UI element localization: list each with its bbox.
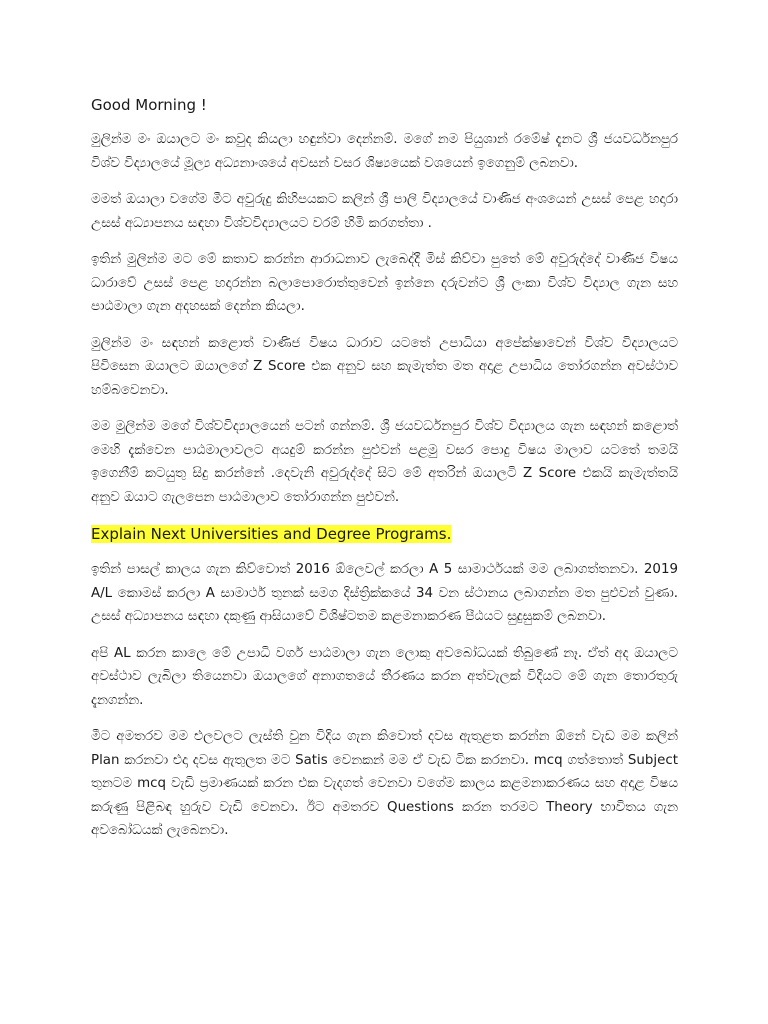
highlighted-heading: Explain Next Universities and Degree Programs. [91, 525, 452, 543]
awareness-paragraph: අපි AL කරන කාලෙ මේ උපාධි වර්ග පාඨමාලා ගැන ලොකු අවබෝධයක් තිබුණේ නෑ. ඒත් අද ඔයාලට අවස්ථාව ලැබිලා තියෙනවා ඔයාලගේ අනාගතයේ තීරණය කරන අත්වැලක් විදියට මේ ගැන තොරතුරු දැනගන්න. [91, 645, 678, 708]
zscore-paragraph: මුලින්ම මං සඳහන් කළොත් වාණිජ විෂය ධාරාව යටතේ උපාධියා අපේක්ෂාවෙන් විශ්ව විද්‍යාලයට පිවිසෙන ඔයාලට ඔයාලගේ Z Score එක අනුව සහ කැමැත්ත මත අදාළ උපාධිය තෝරගන්න අවස්ථාව හම්බවෙනවා. [91, 335, 678, 398]
highlighted-heading-line [91, 522, 678, 546]
study-tips-paragraph: මීට අමතරව මම එලවලට ලැස්ති වුන විදිය ගැන කිවොත් දවස ඇතුළත කරන්න ඕනේ වැඩ මම කලින් Plan කරනවා එදා දවස ඇතුලත මට Satis වෙනකන් මම ඒ වැඩ ටික කරනවා. mcq ගත්තොත් Subject තුනටම mcq වැඩි ප්‍රමාණයක් කරන එක වැදගත් වෙනවා වගේම කාලය කළමනාකරණය සහ අදාළ විෂය කරුණු පිළිබඳ හුරුව වැඩි වෙනවා. ඊට අමතරව Questions කරන තරමට Theory භාවිතය ගැන අවබෝධයක් ලැබෙනවා. [91, 729, 678, 838]
results-paragraph: ඉතින් පාසල් කාලය ගැන කිව්වොත් 2016 ඕලෙවල් කරලා A 5 සාමාර්ථයක් මම ලබාගත්තනවා. 2019 A/L කොමස් කරලා A සාමාර්ථ තුනක් සමග දිස්ත්‍රික්කයේ 34 වන ස්ථානය ලබාගන්න මත පුළුවන් වුණා. උසස් අධ්‍යාපනය සඳහා දකුණු ආසියාවේ විශිෂ්ටතම කළමනාකරණ පීඨයට සුදුසුකම් ලබනවා. [91, 562, 678, 624]
invitation-paragraph: ඉතින් මුලින්ම මට මේ කතාව කරන්න ආරාධනාව ලැබෙද්දී මිස් කිව්වා පුතේ මේ අවුරුද්දේ වාණිජ විෂය ධාරාවේ උසස් පෙළ හදාරන්න බලාපොරොත්තුවෙන් ඉන්නෙ දරුවන්ට ශ්‍රී ලංකා විශ්ව විද්‍යාල ගැන සහ පාඨමාලා ගැන අදහසක් දෙන්න කියලා. [91, 252, 678, 314]
greeting-line: Good Morning ! [91, 96, 207, 114]
intro-paragraph: මුලින්ම මං ඔයාලට මං කවුද කියලා හඳුන්වා දෙන්නම්. මගේ නම පියුශාන් රමේෂ් දැනට ශ්‍රී ජයවර්ධනපුර විශ්ව විද්‍යාලයේ මූල්‍ය අධ්‍යනාංශයේ අවසන් වසර ශිෂ්‍යයෙක් වශයෙන් ඉගෙනුම් ලබනවා. [91, 132, 678, 171]
university-paragraph: මම මුලින්ම මගේ විශ්වවිද්‍යාලයෙන් පටන් ගන්නම්. ශ්‍රී ජයවර්ධනපුර විශ්ව විද්‍යාලය ගැන සඳහන් කළොත් මෙහි දැක්වෙන පාඨමාලාවලට අයදුම් කරන්න පුළුවන් පළමු වසර පොදු විෂය මාලාව යටතේ තමයි ඉගෙනීම් කටයුතු සිදු කරන්නේ .දෙවැනි අවුරුද්දේ සිට මේ අතරින් ඔයාලටි Z Score එකයි කැමැත්තයි අනුව ඔයාට ගැලපෙන පාඨමාලාව තෝරාගන්න පුළුවන්. [91, 419, 678, 505]
school-paragraph: මමත් ඔයාලා වගේම මීට අවුරුදු කිහිපයකට කලින් ශ්‍රී පාලි විද්‍යාලයේ වාණිජ අංශයෙන් උසස් පෙළ හදාරා උසස් අධ්‍යාපනය සඳහා විශ්වවිද්‍යාලයට වරම් හිමි කරගත්තා . [91, 192, 678, 231]
